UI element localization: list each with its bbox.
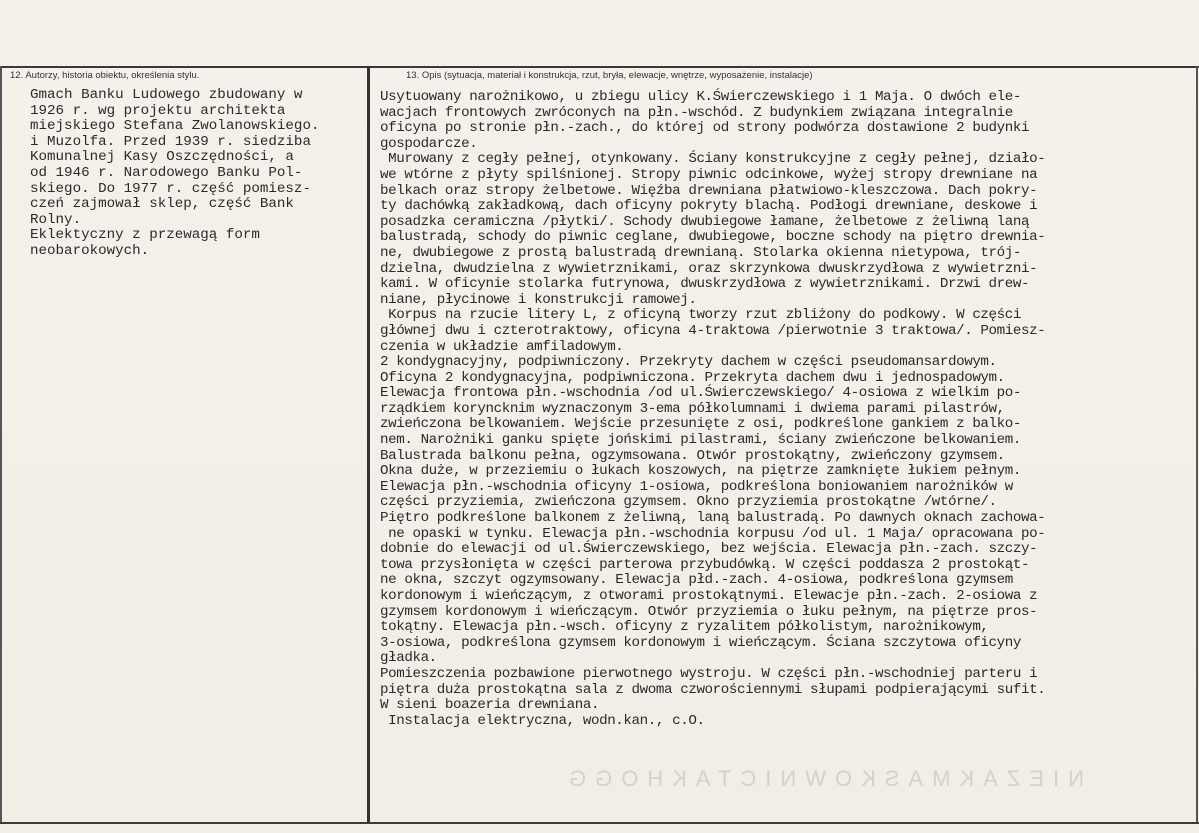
- right-border: [1196, 66, 1198, 824]
- bottom-rule: [0, 822, 1199, 824]
- left-border: [0, 66, 2, 824]
- section-13-heading: 13. Opis (sytuacja, materiał i konstrukcja, rzut, bryła, elewacje, wnętrze, wyposażenie, instalacje): [406, 70, 813, 81]
- section-12-heading: 12. Autorzy, historia obiektu, określenia stylu.: [10, 70, 200, 81]
- show-through-print: NIEZAKMASKOWNICTAKHOGG: [560, 766, 1084, 791]
- history-text: Gmach Banku Ludowego zbudowany w 1926 r. wg projektu architekta miejskiego Stefana Zwolanowskiego. i Muzolfa. Przed 1939 r. siedziba Komunalnej Kasy Oszczędności, a od 1946 r. Narodowego Banku Pol- skiego. Do 1977 r. część pomiesz- czeń zajmował sklep, część Bank Rolny. Eklektyczny z przewagą form neobarokowych.: [30, 87, 320, 259]
- column-divider: [367, 66, 370, 824]
- top-rule: [0, 66, 1199, 68]
- description-text: Usytuowany narożnikowo, u zbiegu ulicy K.Świerczewskiego i 1 Maja. O dwóch ele- wacjach frontowych zwróconych na płn.-wschód. Z budynkiem związana integralnie oficyna po stronie płn.-zach., do której od strony podwórza dostawione 2 budynki gospodarcze. Murowany z cegły pełnej, otynkowany. Ściany konstrukcyjne z cegły pełnej, działo- we wtórne z płyty spilśnionej. Stropy piwnic odcinkowe, wyżej stropy drewniane na belkach oraz stropy żelbetowe. Więźba drewniana płatwiowo-kleszczowa. Dach pokry- ty dachówką zakładkową, dach oficyny pokryty blachą. Podłogi drewniane, deskowe i posadzka ceramiczna /płytki/. Schody dwubiegowe łamane, żelbetowe z żeliwną laną balustradą, schody do piwnic ceglane, dwubiegowe, boczne schody na piętro drewnia- ne, dwubiegowe z prostą balustradą drewnianą. Stolarka okienna nietypowa, trój- dzielna, dwudzielna z wywietrznikami, oraz skrzynkowa dwuskrzydłowa z wywietrzni- kami. W oficynie stolarka futrynowa, dwuskrzydłowa z wywietrznikami. Drzwi drew- niane, płycinowe i konstrukcji ramowej. Korpus na rzucie litery L, z oficyną tworzy rzut zbliżony do podkowy. W części głównej dwu i czterotraktowy, oficyna 4-traktowa /pierwotnie 3 traktowa/. Pomiesz- czenia w układzie amfiladowym. 2 kondygnacyjny, podpiwniczony. Przekryty dachem w części pseudomansardowym. Oficyna 2 kondygnacyjna, podpiwniczona. Przekryta dachem dwu i jednospadowym. Elewacja frontowa płn.-wschodnia /od ul.Świerczewskiego/ 4-osiowa z wielkim po- rządkiem koryncknim wyznaczonym 3-ema półkolumnami i dwiema parami pilastrów, zwieńczona belkowaniem. Wejście przesunięte z osi, podkreślone gankiem z balko- nem. Narożniki ganku spięte jońskimi pilastrami, ściany zwieńczone belkowaniem. Balustrada balkonu pełna, ogzymsowana. Otwór prostokątny, zwieńczony gzymsem. Okna duże, w przeziemiu o łukach koszowych, na piętrze zamknięte łukiem pełnym. Elewacja płn.-wschodnia oficyny 1-osiowa, podkreślona boniowaniem narożników w części przyziemia, zwieńczona gzymsem. Okno przyziemia prostokątne /wtórne/. Piętro podkreślone balkonem z żeliwną, laną balustradą. Po dawnych oknach zachowa- ne opaski w tynku. Elewacja płn.-wschodnia korpusu /od ul. 1 Maja/ opracowana po- dobnie do elewacji od ul.Świerczewskiego, bez wejścia. Elewacja płn.-zach. szczy- towa przysłonięta w części parterowa przybudówką. W części poddasza 2 prostokąt- ne okna, szczyt ogzymsowany. Elewacja płd.-zach. 4-osiowa, podkreślona gzymsem kordonowym i wieńczącym, z otworami prostokątnymi. Elewacje płn.-zach. 2-osiowa z gzymsem kordonowym i wieńczącym. Otwór przyziemia o łuku pełnym, na piętrze pros- tokątny. Elewacja płn.-wsch. oficyny z ryzalitem półkolistym, narożnikowym, 3-osiowa, podkreślona gzymsem kordonowym i wieńczącym. Ściana szczytowa oficyny gładka. Pomieszczenia pozbawione pierwotnego wystroju. W części płn.-wschodniej parteru i piętra duża prostokątna sala z dwoma czworościennymi słupami podpierającymi sufit. W sieni boazeria drewniana. Instalacja elektryczna, wodn.kan., c.O.: [380, 89, 1046, 729]
